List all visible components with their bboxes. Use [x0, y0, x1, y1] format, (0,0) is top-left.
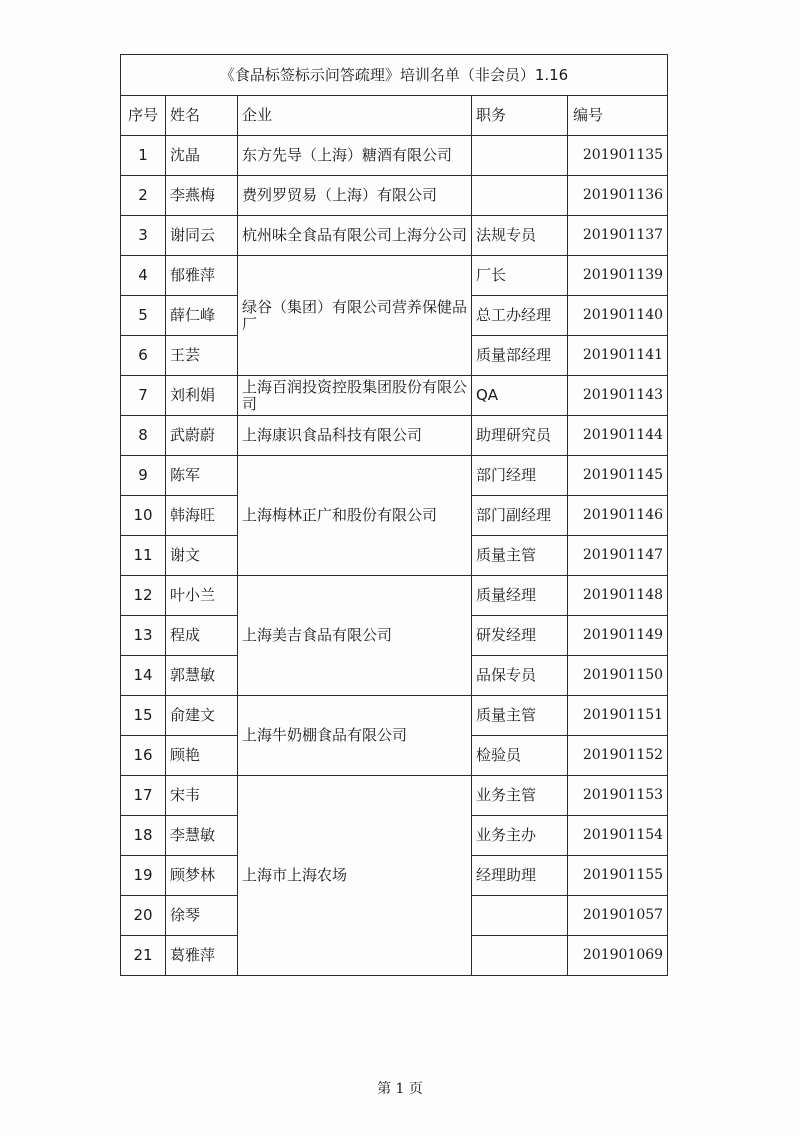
table-row — [121, 776, 668, 816]
row-seq: 21 — [121, 936, 166, 976]
row-name: 陈军 — [166, 456, 238, 496]
row-name: 宋韦 — [166, 776, 238, 816]
row-name: 韩海旺 — [166, 496, 238, 536]
row-name: 刘利娟 — [166, 376, 238, 416]
row-name: 谢同云 — [166, 216, 238, 256]
row-id: 201901140 — [568, 296, 668, 336]
table-row — [121, 376, 668, 416]
row-position — [472, 936, 568, 976]
row-id: 201901136 — [568, 176, 668, 216]
row-name: 顾梦林 — [166, 856, 238, 896]
row-name: 薛仁峰 — [166, 296, 238, 336]
row-company: 杭州味全食品有限公司上海分公司 — [238, 216, 472, 256]
row-seq: 7 — [121, 376, 166, 416]
row-id: 201901150 — [568, 656, 668, 696]
row-name: 叶小兰 — [166, 576, 238, 616]
row-id: 201901147 — [568, 536, 668, 576]
row-seq: 3 — [121, 216, 166, 256]
row-name: 葛雅萍 — [166, 936, 238, 976]
table-row — [121, 456, 668, 496]
row-id: 201901154 — [568, 816, 668, 856]
training-roster-table — [120, 54, 668, 976]
row-id: 201901135 — [568, 136, 668, 176]
table-row — [121, 176, 668, 216]
row-company: 上海百润投资控股集团股份有限公司 — [238, 376, 472, 416]
row-position: 检验员 — [472, 736, 568, 776]
row-position — [472, 896, 568, 936]
row-seq: 13 — [121, 616, 166, 656]
row-name: 谢文 — [166, 536, 238, 576]
row-company: 上海市上海农场 — [238, 776, 472, 976]
row-seq: 12 — [121, 576, 166, 616]
row-position: 总工办经理 — [472, 296, 568, 336]
header-row — [121, 96, 668, 136]
header-company: 企业 — [238, 96, 472, 136]
row-position — [472, 176, 568, 216]
row-company: 上海美吉食品有限公司 — [238, 576, 472, 696]
row-seq: 2 — [121, 176, 166, 216]
row-company: 上海康识食品科技有限公司 — [238, 416, 472, 456]
row-company: 绿谷（集团）有限公司营养保健品厂 — [238, 256, 472, 376]
row-position: 部门经理 — [472, 456, 568, 496]
row-id: 201901155 — [568, 856, 668, 896]
row-id: 201901149 — [568, 616, 668, 656]
row-name: 郁雅萍 — [166, 256, 238, 296]
row-id: 201901057 — [568, 896, 668, 936]
row-seq: 16 — [121, 736, 166, 776]
row-position: QA — [472, 376, 568, 416]
row-name: 沈晶 — [166, 136, 238, 176]
row-id: 201901148 — [568, 576, 668, 616]
row-position: 研发经理 — [472, 616, 568, 656]
row-id: 201901137 — [568, 216, 668, 256]
row-seq: 20 — [121, 896, 166, 936]
row-position: 质量部经理 — [472, 336, 568, 376]
row-id: 201901151 — [568, 696, 668, 736]
row-id: 201901152 — [568, 736, 668, 776]
row-position: 经理助理 — [472, 856, 568, 896]
row-id: 201901139 — [568, 256, 668, 296]
row-position: 业务主办 — [472, 816, 568, 856]
row-company: 东方先导（上海）糖酒有限公司 — [238, 136, 472, 176]
row-seq: 18 — [121, 816, 166, 856]
row-position: 质量主管 — [472, 536, 568, 576]
table-row — [121, 256, 668, 296]
header-id: 编号 — [568, 96, 668, 136]
row-id: 201901141 — [568, 336, 668, 376]
row-position: 法规专员 — [472, 216, 568, 256]
row-position: 质量主管 — [472, 696, 568, 736]
row-position: 助理研究员 — [472, 416, 568, 456]
row-seq: 15 — [121, 696, 166, 736]
title-row — [121, 55, 668, 96]
row-name: 武蔚蔚 — [166, 416, 238, 456]
row-position: 部门副经理 — [472, 496, 568, 536]
row-seq: 5 — [121, 296, 166, 336]
row-seq: 19 — [121, 856, 166, 896]
table-row — [121, 136, 668, 176]
row-position: 厂长 — [472, 256, 568, 296]
row-seq: 14 — [121, 656, 166, 696]
row-name: 俞建文 — [166, 696, 238, 736]
row-id: 201901144 — [568, 416, 668, 456]
row-id: 201901145 — [568, 456, 668, 496]
row-seq: 10 — [121, 496, 166, 536]
row-name: 徐琴 — [166, 896, 238, 936]
row-name: 郭慧敏 — [166, 656, 238, 696]
table-title: 《食品标签标示问答疏理》培训名单（非会员）1.16 — [121, 55, 668, 96]
row-seq: 6 — [121, 336, 166, 376]
row-position: 业务主管 — [472, 776, 568, 816]
row-id: 201901153 — [568, 776, 668, 816]
row-id: 201901143 — [568, 376, 668, 416]
row-position — [472, 136, 568, 176]
row-company: 上海牛奶棚食品有限公司 — [238, 696, 472, 776]
row-seq: 4 — [121, 256, 166, 296]
row-company: 费列罗贸易（上海）有限公司 — [238, 176, 472, 216]
table-row — [121, 696, 668, 736]
row-id: 201901146 — [568, 496, 668, 536]
row-name: 李燕梅 — [166, 176, 238, 216]
row-seq: 9 — [121, 456, 166, 496]
row-id: 201901069 — [568, 936, 668, 976]
row-seq: 1 — [121, 136, 166, 176]
row-seq: 8 — [121, 416, 166, 456]
row-company: 上海梅林正广和股份有限公司 — [238, 456, 472, 576]
header-name: 姓名 — [166, 96, 238, 136]
header-position: 职务 — [472, 96, 568, 136]
row-seq: 17 — [121, 776, 166, 816]
row-name: 李慧敏 — [166, 816, 238, 856]
table-row — [121, 416, 668, 456]
row-seq: 11 — [121, 536, 166, 576]
row-name: 程成 — [166, 616, 238, 656]
table-row — [121, 576, 668, 616]
table-row — [121, 216, 668, 256]
row-name: 王芸 — [166, 336, 238, 376]
row-name: 顾艳 — [166, 736, 238, 776]
header-seq: 序号 — [121, 96, 166, 136]
row-position: 质量经理 — [472, 576, 568, 616]
page-number: 第 1 页 — [377, 1081, 423, 1097]
row-position: 品保专员 — [472, 656, 568, 696]
